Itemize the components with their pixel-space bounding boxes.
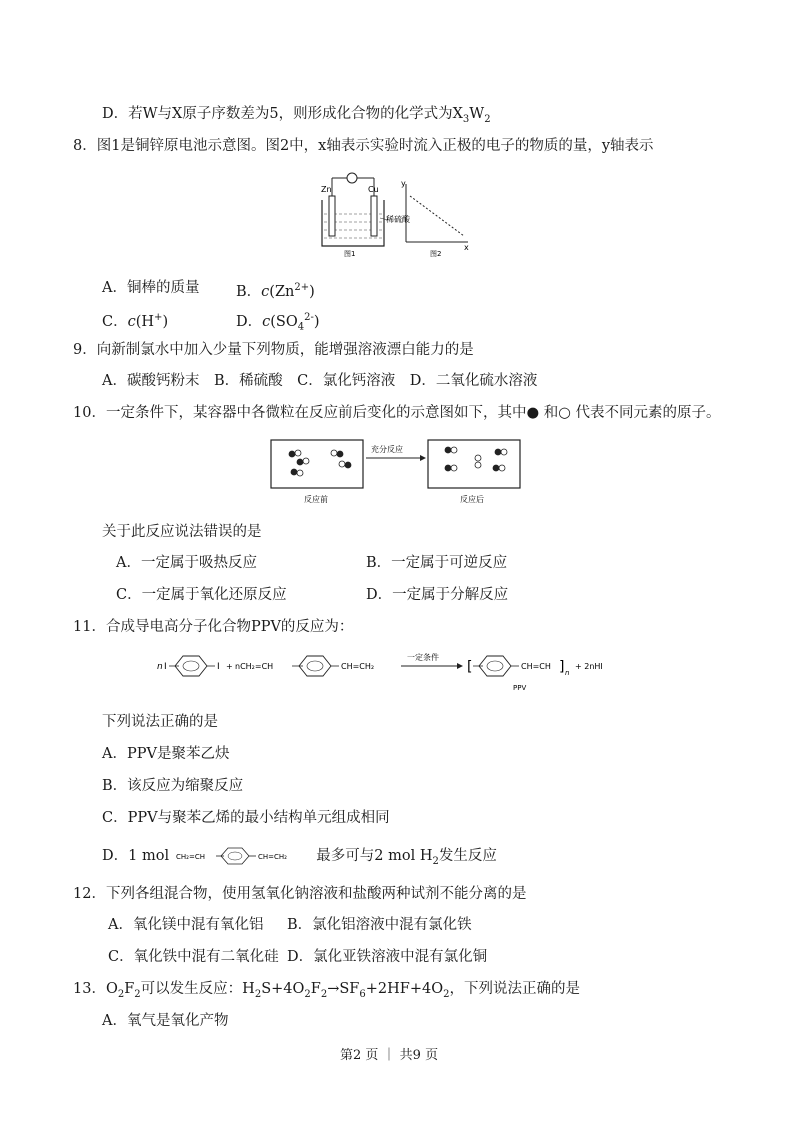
q11-option-d: D．1 mol CH₂=CH CH=CH₂ 最多可与2 mol $H_2$发生反应 xyxy=(102,848,497,867)
x-axis-label: x xyxy=(464,243,469,252)
q10-option-c: C．一定属于氧化还原反应 xyxy=(116,587,287,603)
svg-text:I: I xyxy=(217,662,220,672)
svg-text:+ 2nHI: + 2nHI xyxy=(575,662,603,671)
svg-text:I: I xyxy=(164,662,167,672)
q10-sub: 关于此反应说法错误的是 xyxy=(102,524,262,540)
graph-line xyxy=(410,196,464,236)
fig2-label: 图2 xyxy=(430,250,442,258)
q12-option-c: C．氧化铁中混有二氧化硅 xyxy=(108,949,279,965)
q12-option-b: B．氯化铝溶液中混有氯化铁 xyxy=(287,917,472,933)
svg-text:CH=CH₂: CH=CH₂ xyxy=(341,662,375,671)
q11-equation xyxy=(155,648,625,694)
svg-text:CH₂=CH: CH₂=CH xyxy=(175,853,205,861)
after-box xyxy=(428,440,520,488)
q9-stem: 9．向新制氯水中加入少量下列物质，能增强溶液漂白能力的是 xyxy=(73,342,474,358)
svg-text:PPV: PPV xyxy=(513,684,527,692)
cu-label: Cu xyxy=(368,185,379,194)
q8-figure xyxy=(318,170,478,260)
after-label: 反应后 xyxy=(460,495,484,504)
q12-stem: 12．下列各组混合物，使用氢氧化钠溶液和盐酸两种试剂不能分离的是 xyxy=(73,886,527,902)
bracket-left: [ xyxy=(467,659,473,675)
arrow-label: 充分反应 xyxy=(371,445,403,454)
svg-text:CH=CH₂: CH=CH₂ xyxy=(257,853,287,861)
y-axis-label: y xyxy=(401,179,406,188)
q10-option-a: A．一定属于吸热反应 xyxy=(116,555,257,571)
q10-option-b: B．一定属于可逆反应 xyxy=(366,555,508,571)
q13-stem: 13．$O_2F_2$可以发生反应：$H_2S+4O_2F_2\to SF_6+2HF+4O_2$，下列说法正确的是 xyxy=(73,981,580,1000)
q10-figure xyxy=(270,436,532,508)
q9-options: A．碳酸钙粉末 B．稀硫酸 C．氯化钙溶液 D．二氧化硫水溶液 xyxy=(102,373,538,389)
q8-option-a: A．铜棒的质量 xyxy=(102,280,200,296)
svg-text:n: n xyxy=(565,669,570,677)
svg-text:n: n xyxy=(157,662,163,672)
benzene-ring-3 xyxy=(479,656,511,676)
styrene-structure xyxy=(174,846,312,866)
q12-option-a: A．氧化镁中混有氧化铝 xyxy=(108,917,264,933)
galvanometer-icon xyxy=(347,173,357,183)
q7-option-d: D．若W与X原子序数差为5，则形成化合物的化学式为$X_3W_2$ xyxy=(102,106,491,125)
q10-stem: 10．一定条件下，某容器中各微粒在反应前后变化的示意图如下，其中● 和○ 代表不同元素的原子。 xyxy=(73,405,721,421)
q8-stem: 8．图1是铜锌原电池示意图。图2中，x轴表示实验时流入正极的电子的物质的量，y轴表示 xyxy=(73,138,654,154)
q11-option-b: B．该反应为缩聚反应 xyxy=(102,778,244,794)
zn-label: Zn xyxy=(321,185,332,194)
q11-option-a: A．PPV是聚苯乙炔 xyxy=(102,746,230,762)
q13-option-a: A．氧气是氧化产物 xyxy=(102,1013,229,1029)
before-label: 反应前 xyxy=(304,495,328,504)
q8-option-d: D．$c(SO_4^{2-})$ xyxy=(236,312,320,333)
fig1-label: 图1 xyxy=(344,250,356,258)
q11-option-c: C．PPV与聚苯乙烯的最小结构单元组成相同 xyxy=(102,810,390,826)
benzene-ring-4 xyxy=(221,848,249,864)
acid-label: 稀硫酸 xyxy=(386,215,410,224)
page-footer: 第2 页 ｜ 共9 页 xyxy=(340,1048,439,1063)
benzene-ring-2 xyxy=(299,656,331,676)
q8-option-b: B．$c(Zn^{2+})$ xyxy=(236,282,315,300)
q11-stem: 11．合成导电高分子化合物PPV的反应为： xyxy=(73,619,354,635)
bracket-right: ] xyxy=(559,659,565,675)
zn-electrode xyxy=(329,196,335,236)
q8-option-c: C．c(H+) xyxy=(102,312,169,330)
q11-sub: 下列说法正确的是 xyxy=(102,714,218,730)
svg-text:一定条件: 一定条件 xyxy=(407,653,439,662)
cu-electrode xyxy=(371,196,377,236)
q12-option-d: D．氯化亚铁溶液中混有氯化铜 xyxy=(287,949,488,965)
svg-text:CH=CH: CH=CH xyxy=(521,662,551,671)
q10-option-d: D．一定属于分解反应 xyxy=(366,587,509,603)
svg-text:+: + xyxy=(226,662,233,671)
svg-text:nCH₂=CH: nCH₂=CH xyxy=(235,662,274,671)
benzene-ring-1 xyxy=(175,656,207,676)
